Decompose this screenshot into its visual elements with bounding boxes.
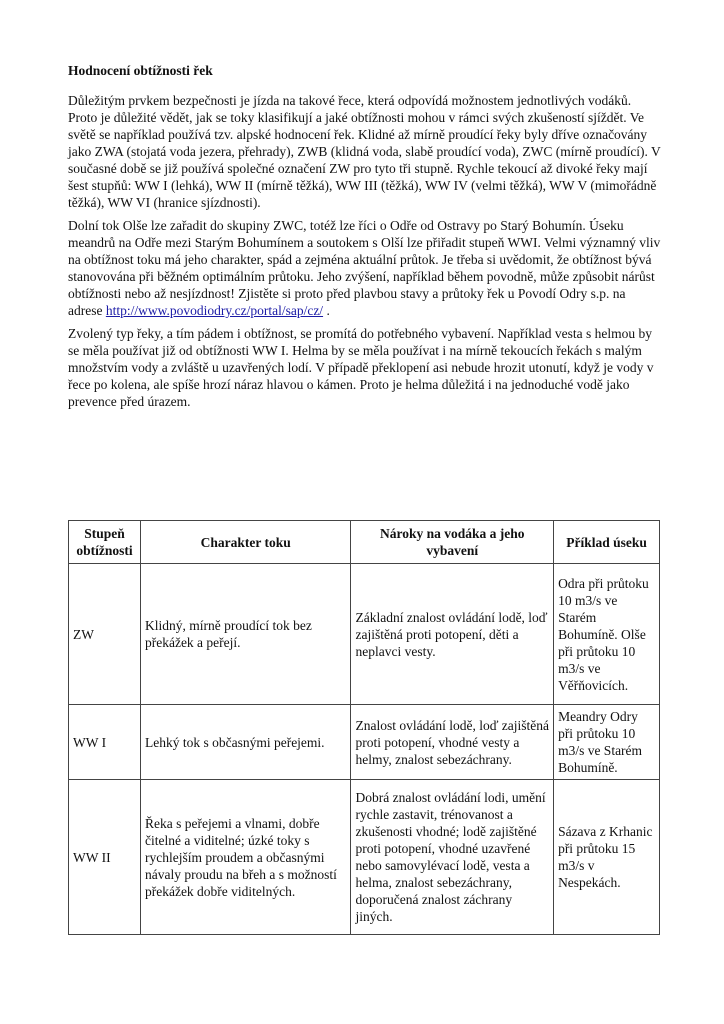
document-heading: Hodnocení obtížnosti řek bbox=[68, 63, 213, 78]
character-cell: Řeka s peřejemi a vlnami, dobře čitelné a viditelné; úzké toky s rychlejším proudem a občasnými návaly proudu na břeh a s možností překážek dobře viditelných. bbox=[140, 780, 351, 935]
difficulty-table bbox=[68, 520, 660, 935]
povodi-odry-link[interactable]: http://www.povodiodry.cz/portal/sap/cz/ bbox=[105, 303, 324, 318]
header-grade: Stupeň obtížnosti bbox=[69, 521, 141, 564]
link-trailing: . bbox=[323, 303, 330, 318]
header-character: Charakter toku bbox=[140, 521, 351, 564]
example-cell: Meandry Odry při průtoku 10 m3/s ve Starém Bohumíně. bbox=[554, 705, 660, 780]
paragraph-olse-odra bbox=[68, 217, 662, 319]
table-row bbox=[69, 780, 660, 935]
requirements-cell: Znalost ovládání lodě, loď zajištěná proti potopení, vhodné vesty a helmy, znalost sebezáchrany. bbox=[351, 705, 554, 780]
header-example: Příklad úseku bbox=[554, 521, 660, 564]
example-cell: Sázava z Krhanic při průtoku 15 m3/s v Nespekách. bbox=[554, 780, 660, 935]
table-header-row bbox=[69, 521, 660, 564]
paragraph-equipment: Zvolený typ řeky, a tím pádem i obtížnost, se promítá do potřebného vybavení. Například vesta s helmou by se měla používat již od obtížnosti WW I. Helma by se měla používat i na mírně tekoucích řekách s malým množstvím vody a zvláště u uzavřených lodí. V případě překlopení asi nebude hrozit utonutí, když je vody v řece po kolena, ale spíše hrozí náraz hlavou o kámen. Proto je helma důležitá i na jednoduché vodě jako prevence před úrazem. bbox=[68, 326, 654, 409]
requirements-cell: Dobrá znalost ovládání lodi, umění rychle zastavit, trénovanost a zkušenosti vhodné; lodě zajištěné proti potopení, vhodné uzavřené nebo samovylévací lodě, vesta a helma, znalost sebezáchrany, doporučená znalost záchrany jiných. bbox=[351, 780, 554, 935]
requirements-cell: Základní znalost ovládání lodě, loď zajištěná proti potopení, děti a neplavci vesty. bbox=[351, 564, 554, 705]
character-cell: Klidný, mírně proudící tok bez překážek a peřejí. bbox=[140, 564, 351, 705]
character-cell: Lehký tok s občasnými peřejemi. bbox=[140, 705, 351, 780]
example-cell: Odra při průtoku 10 m3/s ve Starém Bohumíně. Olše při průtoku 10 m3/s ve Věřňovicích. bbox=[554, 564, 660, 705]
table-row bbox=[69, 705, 660, 780]
paragraph-olse-odra-text: Dolní tok Olše lze zařadit do skupiny ZWC, totéž lze říci o Odře od Ostravy po Starý Bohumín. Úseku meandrů na Odře mezi Starým Bohumínem a soutokem s Olší lze přiřadit stupeň WWI. Velmi významný vliv na obtížnost toku má jeho charakter, spád a zejména aktuální průtok. Je třeba si uvědomit, že obtížnost bývá stanovována při běžném optimálním průtoku. Jeho zvýšení, například během povodně, může způsobit nárůst obtížnosti nebo až nesjízdnost! Zjistěte si proto před plavbou stavy a průtoky řek u Povodí Odry s.p. na adrese bbox=[68, 218, 661, 318]
grade-cell: WW I bbox=[69, 705, 141, 780]
header-requirements: Nároky na vodáka a jeho vybavení bbox=[351, 521, 554, 564]
table-row bbox=[69, 564, 660, 705]
grade-cell: ZW bbox=[69, 564, 141, 705]
paragraph-intro: Důležitým prvkem bezpečnosti je jízda na takové řece, která odpovídá možnostem jednotlivých vodáků. Proto je důležité vědět, jak se toky klasifikují a jaké obtížnosti mohou v rámci svých zkušeností sjíždět. Ve světě se například používá tzv. alpské hodnocení řek. Klidné až mírně proudící řeky byly dříve označovány jako ZWA (stojatá voda jezera, přehrady), ZWB (klidná voda, slabě proudící voda), ZWC (mírně proudící). V současné době se již používá společné označení ZW pro tyto tři stupně. Rychle tekoucí až divoké řeky mají šest stupňů: WW I (lehká), WW II (mírně těžká), WW III (těžká), WW IV (velmi těžká), WW V (mimořádně těžká), WW VI (hranice sjízdnosti). bbox=[68, 93, 661, 210]
grade-cell: WW II bbox=[69, 780, 141, 935]
document-body bbox=[68, 62, 662, 416]
